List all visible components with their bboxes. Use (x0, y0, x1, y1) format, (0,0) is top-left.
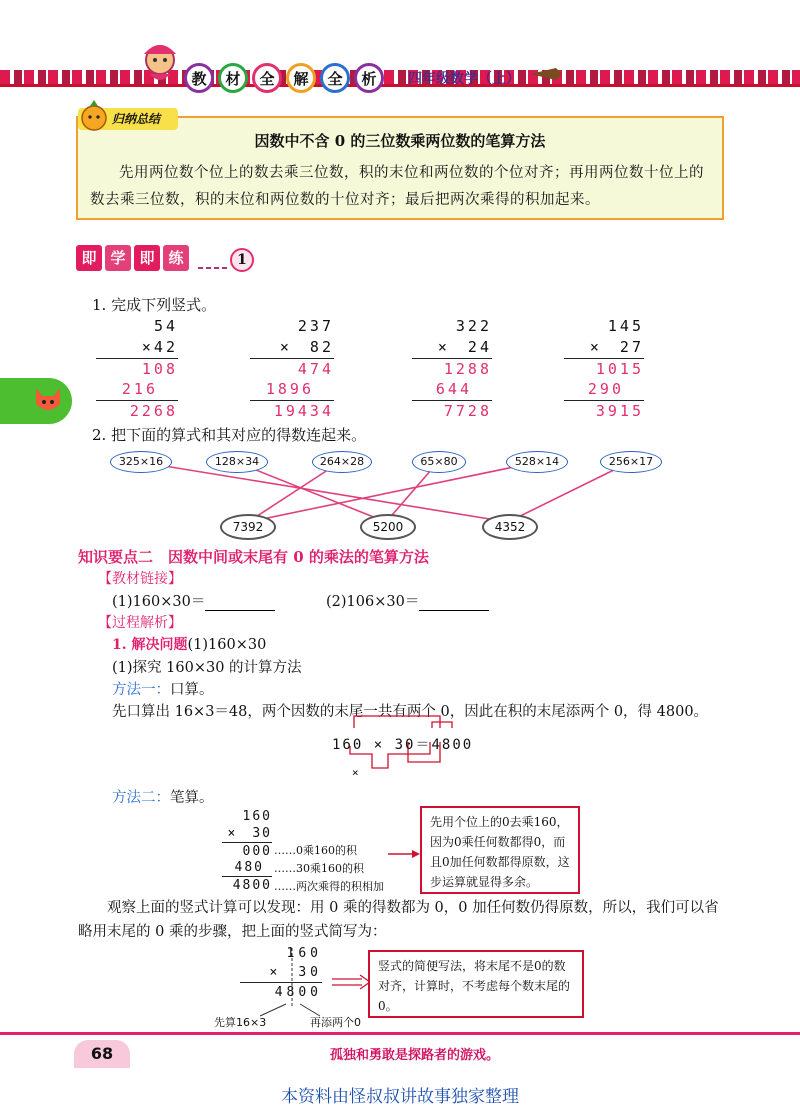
multiplier: × 24 (437, 338, 492, 356)
written-vertical (222, 808, 272, 893)
partial-product-1: 108 (96, 358, 178, 379)
eq-result: 4800 (431, 737, 474, 753)
expression-oval[interactable]: 264×28 (312, 451, 372, 473)
multiplicand: 145 (607, 317, 644, 335)
partial-product-1: 000 (222, 842, 272, 859)
partial-product-2: 216 (121, 380, 158, 398)
header-line (0, 84, 800, 87)
product: 4800 (240, 982, 322, 1001)
product: 19434 (250, 400, 334, 421)
method2-name: 笔算。 (170, 790, 214, 806)
textbook-link-label: 【教材链接】 (98, 571, 182, 587)
expression-oval[interactable]: 128×34 (206, 451, 268, 473)
eq-right: 30 (394, 737, 416, 753)
expression-oval[interactable]: 325×16 (110, 451, 172, 473)
multiplicand: 160 (286, 946, 322, 961)
header-title-char: 析 (354, 63, 384, 93)
process-label: 【过程解析】 (98, 615, 182, 631)
arrow-right-icon (386, 846, 422, 862)
header-title-char: 材 (218, 63, 248, 93)
header-grade: 四年级数学（上） (408, 71, 520, 87)
answer-cloud[interactable]: 7392 (220, 514, 276, 540)
explore-line: (1)探究 160×30 的计算方法 (112, 660, 302, 676)
problem-1 (112, 590, 275, 611)
practice-char: 练 (163, 245, 189, 271)
header-title-char: 全 (252, 63, 282, 93)
label-append-zeros: 再添两个0 (310, 1016, 361, 1029)
solve-line (112, 634, 266, 654)
multiplicand: 160 (242, 809, 272, 824)
partial-product-1: 1288 (412, 358, 492, 379)
multiplicand: 322 (455, 317, 492, 335)
footer-credit: 本资料由怪叔叔讲故事独家整理 (281, 1087, 519, 1107)
note-3: ……两次乘得的积相加 (274, 880, 384, 893)
observation-text: 观察上面的竖式计算可以发现：用 0 乘的得数都为 0，0 加任何数仍得原数，所以，我们可以省略用末尾的 0 乘的步骤，把上面的竖式简写为： (78, 900, 719, 940)
partial-product-2: 480 (234, 860, 264, 875)
eq-equals: ＝ (415, 737, 432, 753)
expression-oval[interactable]: 65×80 (412, 451, 466, 473)
practice-char: 即 (134, 245, 160, 271)
label-compute-first: 先算16×3 (214, 1016, 267, 1029)
knowledge-point-heading: 知识要点二 因数中间或末尾有 0 的乘法的笔算方法 (78, 548, 429, 566)
callout-explanation: 先用个位上的0去乘160，因为0乘任何数都得0，而且0加任何数都得原数，这步运算就显得多余。 (420, 806, 580, 894)
vertical-calc-4 (564, 316, 644, 421)
practice-char: 即 (76, 245, 102, 271)
note-1: ……0乘160的积 (274, 844, 357, 857)
expression-oval[interactable]: 528×14 (506, 451, 568, 473)
product: 7728 (412, 400, 492, 421)
q2-prompt: 2. 把下面的算式和其对应的得数连起来。 (92, 426, 367, 444)
summary-box (76, 116, 724, 220)
partial-product-1: 474 (250, 358, 334, 379)
vertical-calc-3 (412, 316, 492, 421)
multiplier: × 30 (227, 826, 272, 841)
multiplier: ×42 (141, 338, 178, 356)
partial-product-2: 1896 (265, 380, 314, 398)
match-line (236, 462, 386, 522)
problem-2 (326, 590, 489, 611)
header-title-char: 教 (184, 63, 214, 93)
mascot-icon (130, 40, 190, 86)
answer-blank[interactable] (419, 597, 489, 611)
summary-title: 因数中不含 0 的三位数乘两位数的笔算方法 (254, 132, 546, 150)
partial-product-1: 1015 (564, 358, 644, 379)
pen-icon (528, 66, 564, 82)
problem-2-text: (2)106×30＝ (326, 594, 420, 610)
product: 4800 (222, 876, 272, 893)
method2-line (112, 786, 214, 807)
partial-product-2: 644 (435, 380, 472, 398)
answer-cloud[interactable]: 5200 (360, 514, 416, 540)
summary-tag: 归纳总结 (78, 108, 178, 130)
problem-1-text: (1)160×30＝ (112, 594, 206, 610)
expression-oval[interactable]: 256×17 (600, 451, 662, 473)
vertical-calc-1 (96, 316, 178, 421)
eq-left: 160 (332, 737, 364, 753)
eq-times-sign: × (352, 766, 359, 779)
partial-product-2: 290 (587, 380, 624, 398)
mental-equation (332, 734, 473, 754)
dashed-guide-lines (250, 946, 330, 1018)
q1-prompt: 1. 完成下列竖式。 (92, 296, 217, 314)
practice-tag (76, 245, 192, 271)
solve-sub: (1)160×30 (187, 637, 267, 653)
note-2: ……30乘160的积 (274, 862, 364, 875)
answer-cloud[interactable]: 4352 (482, 514, 538, 540)
solve-label: 1. 解决问题 (112, 637, 188, 653)
orange-mascot-icon (78, 100, 110, 132)
page-number: 68 (74, 1040, 130, 1068)
fox-mascot-icon (32, 382, 64, 418)
header-stripe (0, 70, 800, 84)
practice-char: 学 (105, 245, 131, 271)
header-title-char: 全 (320, 63, 350, 93)
summary-text: 先用两位数个位上的数去乘三位数，积的末位和两位数的个位对齐；再用两位数十位上的数去乘三位数，积的末位和两位数的十位对齐；最后把两次乘得的积加起来。 (90, 165, 704, 208)
multiplicand: 237 (297, 317, 334, 335)
multiplier: × 27 (589, 338, 644, 356)
method1-line (112, 678, 214, 699)
product: 2268 (96, 400, 178, 421)
product: 3915 (564, 400, 644, 421)
footer-motto: 孤独和勇敢是探路者的游戏。 (330, 1048, 500, 1063)
practice-number: 1 (230, 248, 254, 272)
multiplier: × 30 (269, 965, 322, 980)
header-title-char: 解 (286, 63, 316, 93)
callout-shortcut: 竖式的简便写法，将末尾不是0的数对齐，计算时，不考虑每个数末尾的0。 (368, 950, 584, 1018)
method2-label: 方法二： (112, 790, 170, 806)
vertical-calc-2 (250, 316, 334, 421)
eq-op: × (373, 737, 385, 753)
multiplier: × 82 (279, 338, 334, 356)
method1-label: 方法一： (112, 682, 170, 698)
multiplicand: 54 (153, 317, 178, 335)
answer-blank[interactable] (205, 597, 275, 611)
method1-name: 口算。 (170, 682, 214, 698)
method1-text: 先口算出 16×3＝48，两个因数的末尾一共有两个 0，因此在积的末尾添两个 0，得 4800。 (112, 704, 709, 720)
